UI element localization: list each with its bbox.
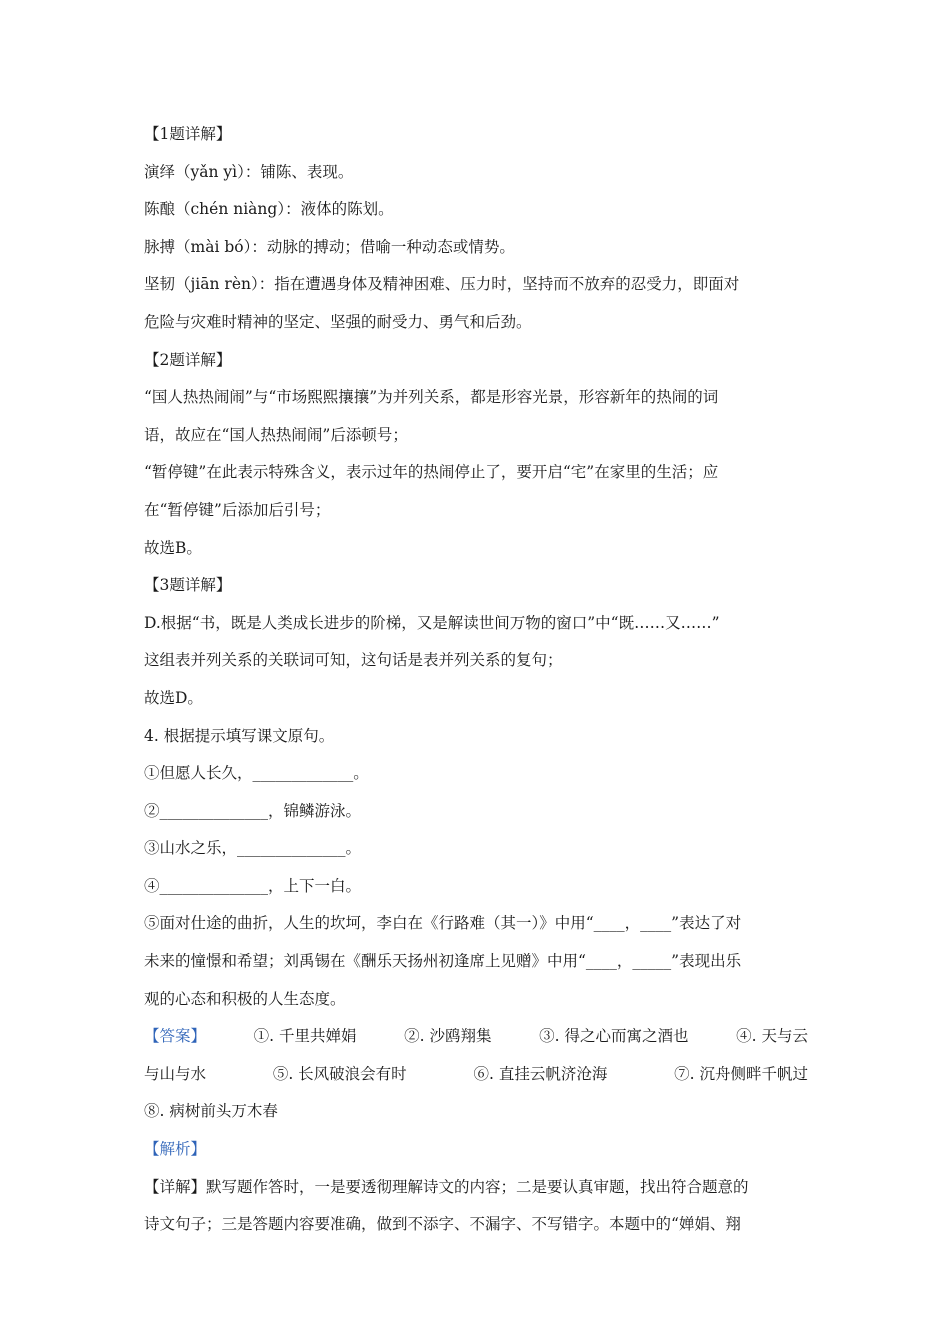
document-body [144, 116, 808, 1244]
answer-item: ⑥. 直挂云帆济沧海 [473, 1064, 608, 1083]
question-item: ③山水之乐，______________。 [144, 839, 362, 858]
question-item: ①但愿人长久，_____________。 [144, 764, 369, 783]
paragraph: 演绎（yǎn yì）：铺陈、表现。 [144, 162, 354, 181]
paragraph: 在“暂停键”后添加后引号； [144, 500, 331, 519]
question-item: ④______________，上下一白。 [144, 876, 362, 895]
question-item: 观的心态和积极的人生态度。 [144, 989, 346, 1008]
paragraph: 脉搏（mài bó）：动脉的搏动；借喻一种动态或情势。 [144, 237, 515, 256]
answer-item: ③. 得之心而寓之酒也 [539, 1027, 689, 1046]
paragraph: “暂停键”在此表示特殊含义，表示过年的热闹停止了，要开启“宅”在家里的生活；应 [144, 463, 719, 482]
answer-item: ⑧. 病树前头万木春 [144, 1102, 278, 1121]
answer-item: ⑤. 长风破浪会有时 [272, 1064, 407, 1083]
paragraph: 这组表并列关系的关联词可知，这句话是表并列关系的复句； [144, 651, 563, 670]
paragraph: “国人热热闹闹”与“市场熙熙攘攘”为并列关系，都是形容光景，形容新年的热闹的词 [144, 388, 719, 407]
paragraph: 坚韧（jiān rèn）：指在遭遇身体及精神困难、压力时，坚持而不放弃的忍受力，即面对 [144, 275, 740, 294]
section-3-heading: 【3题详解】 [144, 576, 232, 595]
answer-item: 与山与水 [144, 1064, 207, 1083]
answer-line-2 [144, 1056, 808, 1094]
answer-line-3 [144, 1093, 808, 1131]
answer-label: 【答案】 [144, 1027, 207, 1046]
paragraph: 【详解】默写题作答时，一是要透彻理解诗文的内容；二是要认真审题，找出符合题意的 [144, 1177, 749, 1196]
question-item: ⑤面对仕途的曲折，人生的坎坷，李白在《行路难（其一）》中用“____，____”表达了对 [144, 914, 742, 933]
paragraph: 语，故应在“国人热热闹闹”后添顿号； [144, 425, 408, 444]
question-item: 未来的憧憬和希望；刘禹锡在《酬乐天扬州初逢席上见赠》中用“____，_____”表现出乐 [144, 952, 742, 971]
paragraph: 故选D。 [144, 688, 203, 707]
paragraph: 陈酿（chén niàng）：液体的陈划。 [144, 200, 394, 219]
question-item: ②______________，锦鳞游泳。 [144, 801, 362, 820]
analysis-label: 【解析】 [144, 1140, 207, 1159]
question-4-title: 4. 根据提示填写课文原句。 [144, 726, 335, 745]
section-2-heading: 【2题详解】 [144, 350, 232, 369]
answer-item: ②. 沙鸥翔集 [404, 1027, 492, 1046]
paragraph: 故选B。 [144, 538, 202, 557]
answer-item: ①. 千里共婵娟 [253, 1027, 357, 1046]
paragraph: D.根据“书，既是人类成长进步的阶梯，又是解读世间万物的窗口”中“既……又……” [144, 613, 720, 632]
section-1-heading: 【1题详解】 [144, 125, 232, 143]
answer-item: ⑦. 沉舟侧畔千帆过 [674, 1064, 808, 1083]
paragraph: 危险与灾难时精神的坚定、坚强的耐受力、勇气和后劲。 [144, 312, 532, 331]
paragraph: 诗文句子；三是答题内容要准确，做到不添字、不漏字、不写错字。本题中的“婵娟、翔 [144, 1215, 741, 1234]
answer-line-1 [144, 1018, 808, 1056]
answer-item: ④. 天与云 [736, 1027, 808, 1046]
